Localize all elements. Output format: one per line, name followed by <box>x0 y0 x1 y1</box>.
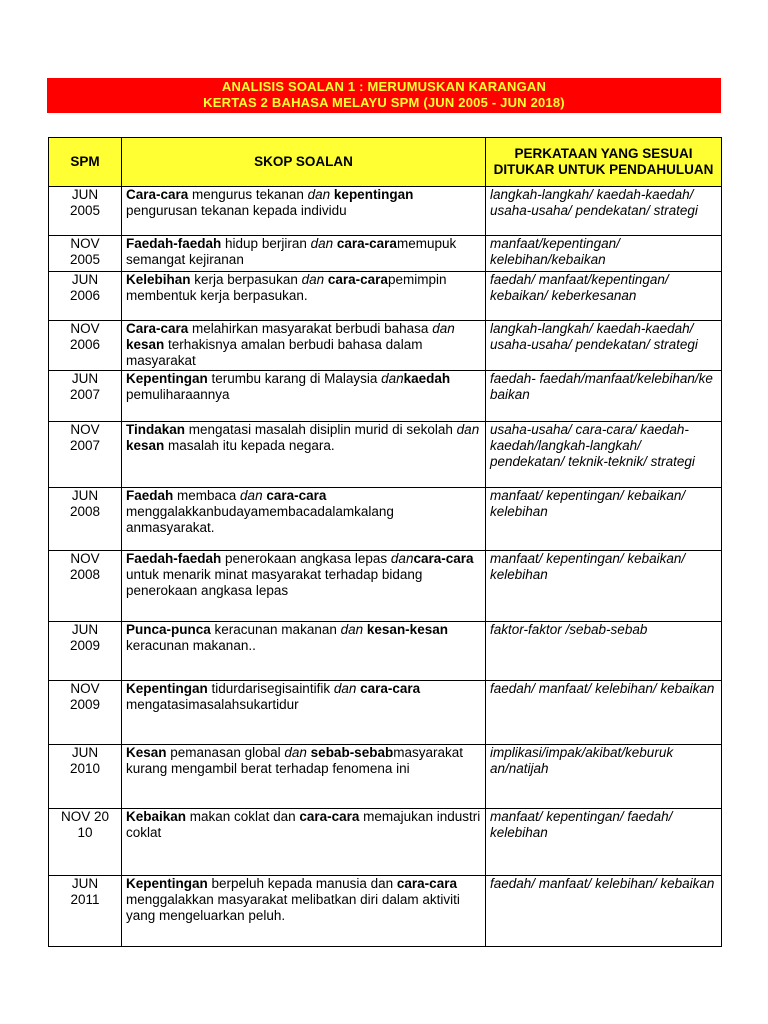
skop-segment: cara-cara <box>360 681 421 696</box>
skop-segment: dan <box>340 622 364 637</box>
cell-skop-soalan <box>122 236 486 272</box>
cell-perkataan: manfaat/ kepentingan/ kebaikan/ kelebihan <box>486 488 722 551</box>
table-body <box>49 187 722 947</box>
spm-line: NOV <box>70 321 100 336</box>
table-row <box>49 681 722 745</box>
skop-segment: tidurdarisegisaintifik <box>207 681 334 696</box>
skop-segment: Kesan <box>126 745 167 760</box>
header-perkataan: PERKATAAN YANG SESUAI DITUKAR UNTUK PENDAHULUAN <box>486 138 722 187</box>
cell-perkataan: faedah/ manfaat/ kelebihan/ kebaikan <box>486 876 722 947</box>
skop-segment: hidup berjiran <box>221 236 311 251</box>
skop-segment: menggalakkan masyarakat melibatkan diri dalam aktiviti yang mengeluarkan peluh. <box>126 892 460 923</box>
spm-line: 2006 <box>69 288 101 303</box>
skop-segment: membaca <box>173 488 241 503</box>
table-row <box>49 809 722 876</box>
skop-segment: dan <box>381 371 404 386</box>
skop-segment: penerokaan angkasa lepas <box>221 551 391 566</box>
skop-segment: terhakisnya amalan berbudi bahasa dalam masyarakat <box>126 337 423 368</box>
cell-spm <box>49 187 122 236</box>
cell-perkataan: usaha-usaha/ cara-cara/ kaedah-kaedah/langkah-langkah/ pendekatan/ teknik-teknik/ strategi <box>486 422 722 488</box>
spm-line: JUN <box>71 488 99 503</box>
skop-segment: mengurus tekanan <box>188 187 308 202</box>
cell-skop-soalan <box>122 622 486 681</box>
spm-line: JUN <box>71 187 99 202</box>
skop-segment: menggalakkanbudayamembacadalamkalang anmasyarakat. <box>126 504 394 535</box>
spm-line: 10 <box>77 825 93 840</box>
table-row <box>49 236 722 272</box>
table-row <box>49 488 722 551</box>
cell-spm <box>49 236 122 272</box>
table-row <box>49 876 722 947</box>
header-skop-soalan: SKOP SOALAN <box>122 138 486 187</box>
spm-line: 2010 <box>69 761 101 776</box>
skop-segment: dan <box>284 745 307 760</box>
spm-line: 2005 <box>69 203 101 218</box>
skop-segment: Faedah <box>126 488 174 503</box>
cell-skop-soalan <box>122 551 486 622</box>
table-header-row <box>49 138 722 187</box>
skop-segment: cara-cara <box>299 809 360 824</box>
cell-spm <box>49 371 122 422</box>
skop-segment: memajukan industri coklat <box>126 809 481 840</box>
skop-segment: dan <box>301 272 325 287</box>
spm-line: JUN <box>71 371 99 386</box>
spm-line: NOV 20 <box>60 809 110 824</box>
skop-segment: mengatasimasalahsukartidur <box>126 697 299 712</box>
cell-perkataan: manfaat/ kepentingan/ faedah/ kelebihan <box>486 809 722 876</box>
spm-line: 2006 <box>69 337 101 352</box>
skop-segment: dan <box>333 681 357 696</box>
title-line-2: KERTAS 2 BAHASA MELAYU SPM (JUN 2005 - JUN 2018) <box>203 95 565 110</box>
table-row <box>49 321 722 371</box>
table-row <box>49 422 722 488</box>
spm-line: 2007 <box>69 387 101 402</box>
skop-segment: dan <box>432 321 455 336</box>
skop-segment: memupuk semangat kejiranan <box>126 236 457 267</box>
skop-segment: Kepentingan <box>126 371 208 386</box>
cell-spm <box>49 681 122 745</box>
title-banner <box>47 78 721 113</box>
skop-segment: kesan <box>126 337 165 352</box>
skop-segment: Kebaikan <box>126 809 187 824</box>
skop-segment: Cara-cara <box>126 187 189 202</box>
spm-line: 2007 <box>69 438 101 453</box>
skop-segment: terumbu karang di Malaysia <box>207 371 382 386</box>
skop-segment: kerja berpasukan <box>190 272 302 287</box>
skop-segment: dan <box>390 551 414 566</box>
skop-segment: Faedah-faedah <box>126 236 222 251</box>
skop-segment: keracunan makanan <box>210 622 341 637</box>
spm-line: 2008 <box>69 567 101 582</box>
cell-perkataan: faedah/ manfaat/kepentingan/ kebaikan/ keberkesanan <box>486 272 722 321</box>
spm-line: JUN <box>71 876 99 891</box>
skop-segment: pemuliharaannya <box>126 387 230 402</box>
cell-perkataan: langkah-langkah/ kaedah-kaedah/ usaha-usaha/ pendekatan/ strategi <box>486 321 722 371</box>
skop-segment: kesan <box>126 438 165 453</box>
spm-line: NOV <box>70 681 100 696</box>
table-row <box>49 551 722 622</box>
skop-segment: Faedah-faedah <box>126 551 222 566</box>
table-row <box>49 745 722 809</box>
cell-skop-soalan <box>122 321 486 371</box>
cell-perkataan: implikasi/impak/akibat/keburuk an/natijah <box>486 745 722 809</box>
cell-spm <box>49 745 122 809</box>
skop-segment: cara-cara <box>266 488 327 503</box>
cell-perkataan: manfaat/kepentingan/ kelebihan/kebaikan <box>486 236 722 272</box>
header-spm: SPM <box>49 138 122 187</box>
skop-segment: dan <box>307 187 331 202</box>
skop-segment: pengurusan tekanan kepada individu <box>126 203 347 218</box>
skop-segment: mengatasi masalah disiplin murid di sekolah <box>185 422 457 437</box>
spm-line: 2008 <box>69 504 101 519</box>
spm-line: 2005 <box>69 252 101 267</box>
cell-spm <box>49 622 122 681</box>
cell-spm <box>49 321 122 371</box>
skop-segment: sebab-sebab <box>310 745 394 760</box>
table-row <box>49 622 722 681</box>
cell-perkataan: faktor-faktor /sebab-sebab <box>486 622 722 681</box>
skop-segment: Kepentingan <box>126 876 208 891</box>
cell-spm <box>49 488 122 551</box>
cell-skop-soalan <box>122 272 486 321</box>
skop-segment: kepentingan <box>333 187 414 202</box>
skop-segment: Punca-punca <box>126 622 211 637</box>
cell-spm <box>49 809 122 876</box>
skop-segment: kaedah <box>403 371 451 386</box>
skop-segment: masyarakat kurang mengambil berat terhadap fenomena ini <box>126 745 463 776</box>
skop-segment: Cara-cara <box>126 321 189 336</box>
skop-segment: keracunan makanan.. <box>126 638 256 653</box>
skop-segment: dan <box>240 488 263 503</box>
skop-segment: dan <box>310 236 334 251</box>
title-line-1: ANALISIS SOALAN 1 : MERUMUSKAN KARANGAN <box>221 79 547 94</box>
skop-segment: cara-cara <box>396 876 457 891</box>
spm-line: 2009 <box>69 638 101 653</box>
skop-segment: untuk menarik minat masyarakat terhadap bidang penerokaan angkasa lepas <box>126 567 423 598</box>
cell-spm <box>49 422 122 488</box>
skop-segment: dan <box>456 422 480 437</box>
spm-line: 2011 <box>70 892 100 907</box>
cell-spm <box>49 876 122 947</box>
spm-line: JUN <box>71 745 99 760</box>
cell-perkataan: faedah- faedah/manfaat/kelebihan/ke baikan <box>486 371 722 422</box>
skop-segment: kesan-kesan <box>366 622 448 637</box>
analysis-table <box>48 137 722 947</box>
cell-perkataan: faedah/ manfaat/ kelebihan/ kebaikan <box>486 681 722 745</box>
cell-skop-soalan <box>122 681 486 745</box>
table-row <box>49 272 722 321</box>
spm-line: 2009 <box>69 697 101 712</box>
cell-skop-soalan <box>122 745 486 809</box>
skop-segment: pemanasan global <box>166 745 285 760</box>
skop-segment: berpeluh kepada manusia dan <box>207 876 397 891</box>
cell-skop-soalan <box>122 488 486 551</box>
cell-skop-soalan <box>122 187 486 236</box>
cell-perkataan: manfaat/ kepentingan/ kebaikan/ kelebihan <box>486 551 722 622</box>
skop-segment: Kelebihan <box>126 272 191 287</box>
skop-segment: masalah itu kepada negara. <box>164 438 335 453</box>
skop-segment: cara-cara <box>336 236 397 251</box>
table-row <box>49 371 722 422</box>
cell-skop-soalan <box>122 422 486 488</box>
cell-skop-soalan <box>122 809 486 876</box>
cell-perkataan: langkah-langkah/ kaedah-kaedah/ usaha-usaha/ pendekatan/ strategi <box>486 187 722 236</box>
cell-skop-soalan <box>122 876 486 947</box>
cell-spm <box>49 272 122 321</box>
spm-line: NOV <box>70 551 100 566</box>
cell-skop-soalan <box>122 371 486 422</box>
skop-segment: melahirkan masyarakat berbudi bahasa <box>188 321 433 336</box>
skop-segment: Kepentingan <box>126 681 208 696</box>
spm-line: NOV <box>70 236 100 251</box>
skop-segment: pemimpin membentuk kerja berpasukan. <box>126 272 447 303</box>
spm-line: JUN <box>71 622 99 637</box>
spm-line: NOV <box>70 422 100 437</box>
skop-segment: cara-cara <box>327 272 388 287</box>
spm-line: JUN <box>71 272 99 287</box>
skop-segment: Tindakan <box>126 422 186 437</box>
skop-segment: makan coklat dan <box>186 809 300 824</box>
cell-spm <box>49 551 122 622</box>
table-row <box>49 187 722 236</box>
skop-segment: cara-cara <box>413 551 474 566</box>
